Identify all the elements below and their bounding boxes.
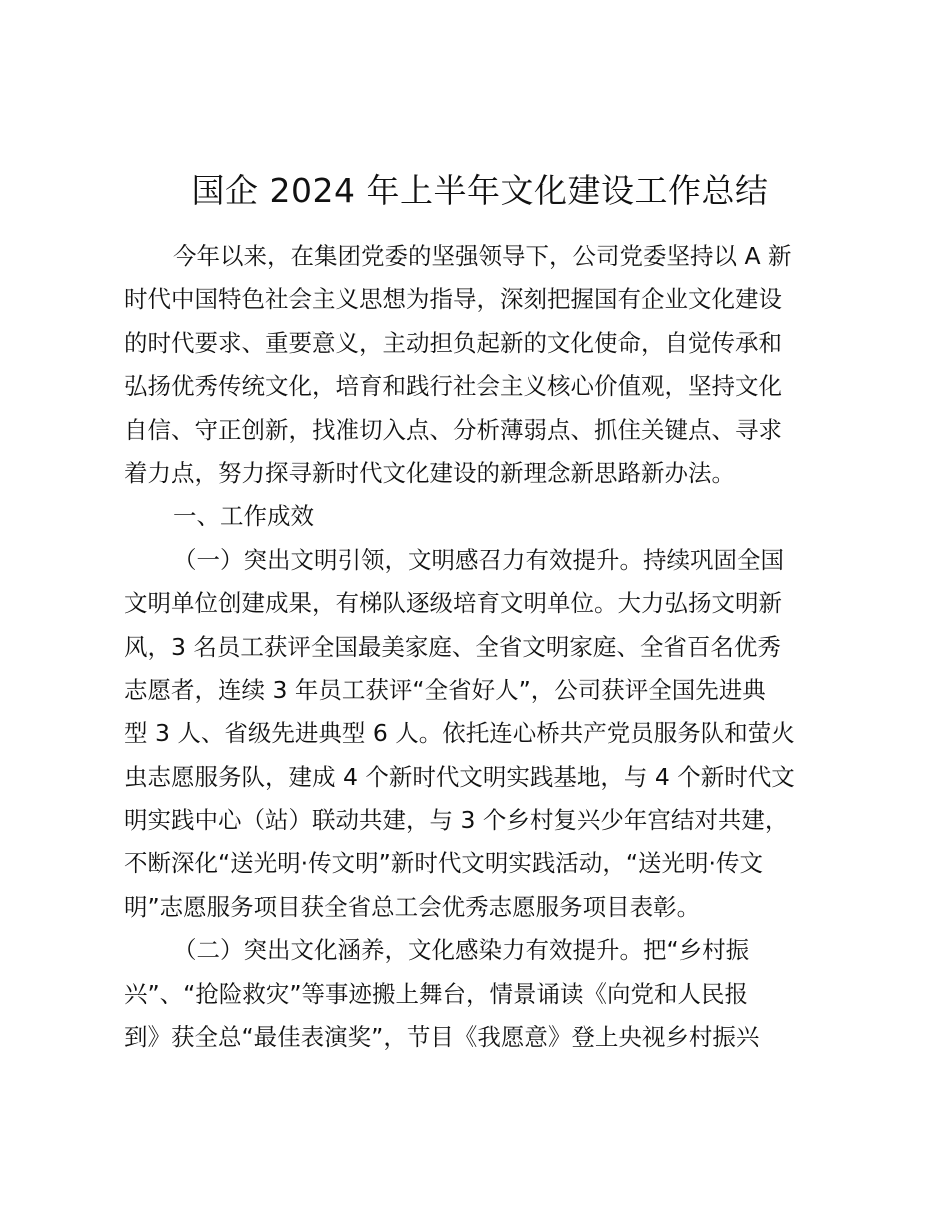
paragraph-line: 不断深化“送光明·传文明”新时代文明实践活动，“送光明·传文	[124, 849, 763, 878]
paragraph-line: 时代中国特色社会主义思想为指导，深刻把握国有企业文化建设	[124, 285, 782, 314]
paragraph-line: 自信、守正创新，找准切入点、分析薄弱点、抓住关键点、寻求	[124, 415, 782, 444]
paragraph-line: 的时代要求、重要意义，主动担负起新的文化使命，自觉传承和	[124, 328, 782, 357]
paragraph-line: 风，3 名员工获评全国最美家庭、全省文明家庭、全省百名优秀	[124, 632, 781, 661]
document-body	[124, 235, 844, 1059]
paragraph-line: 虫志愿服务队，建成 4 个新时代文明实践基地，与 4 个新时代文	[124, 762, 795, 791]
paragraph-line: 今年以来，在集团党委的坚强领导下，公司党委坚持以 A 新	[173, 242, 792, 270]
paragraph-line: 着力点，努力探寻新时代文化建设的新理念新思路新办法。	[124, 458, 735, 487]
paragraph-line: 明”志愿服务项目获全省总工会优秀志愿服务项目表彰。	[124, 892, 701, 921]
paragraph-line: 兴”、“抢险救灾”等事迹搬上舞台，情景诵读《向党和人民报	[124, 979, 749, 1008]
paragraph-line: 型 3 人、省级先进典型 6 人。依托连心桥共产党员服务队和萤火	[124, 719, 795, 748]
paragraph-line: （一）突出文明引领，文明感召力有效提升。持续巩固全国	[173, 545, 784, 574]
paragraph-line: 明实践中心（站）联动共建，与 3 个乡村复兴少年宫结对共建，	[124, 806, 789, 835]
section-heading: 一、工作成效	[173, 502, 314, 531]
paragraph-line: （二）突出文化涵养，文化感染力有效提升。把“乡村振	[173, 936, 750, 965]
paragraph-line: 到》获全总“最佳表演奖”，节目《我愿意》登上央视乡村振兴	[124, 1023, 760, 1052]
paragraph-line: 文明单位创建成果，有梯队逐级培育文明单位。大力弘扬文明新	[124, 589, 782, 618]
paragraph-line: 志愿者，连续 3 年员工获评“全省好人”，公司获评全国先进典	[124, 675, 766, 704]
document-title: 国企 2024 年上半年文化建设工作总结	[191, 171, 769, 210]
paragraph-line: 弘扬优秀传统文化，培育和践行社会主义核心价值观，坚持文化	[124, 372, 782, 401]
